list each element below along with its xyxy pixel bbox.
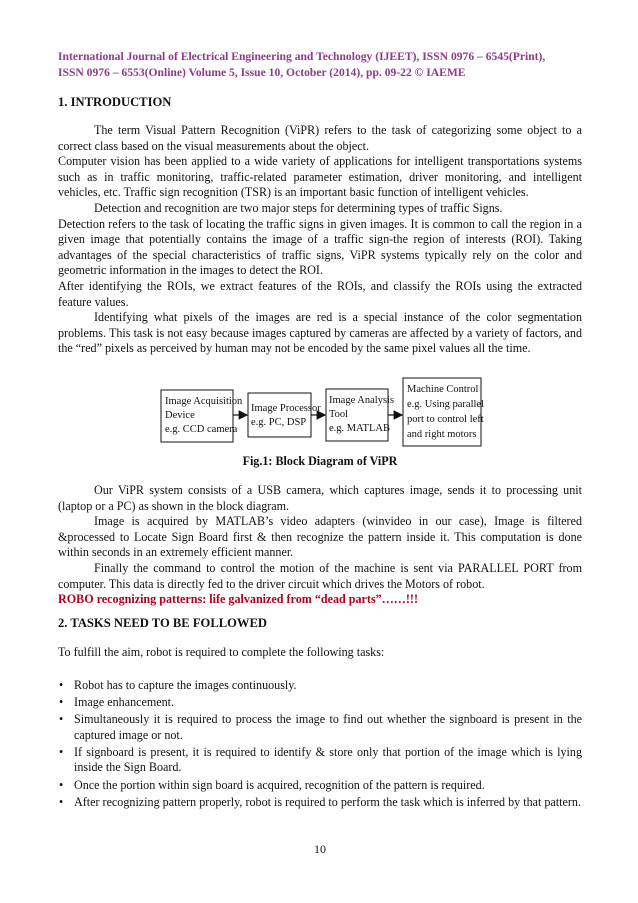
list-item: • Once the portion within sign board is acquired, recognition of the pattern is required. <box>59 777 485 792</box>
list-item: • Simultaneously it is required to process the image to find out whether the signboard is present in the captured image or not. <box>59 712 582 742</box>
section-1-title: 1. INTRODUCTION <box>58 95 172 109</box>
journal-header <box>58 49 582 81</box>
intro-paragraph-1: The term Visual Pattern Recognition (ViPR) refers to the task of categorizing some object to a correct class based on the visual measurements about the object. <box>58 123 582 153</box>
page-number: 10 <box>314 842 326 856</box>
robo-highlight-line: ROBO recognizing patterns: life galvanized from “dead parts”……!!! <box>58 592 418 607</box>
intro-paragraph-2: Computer vision has been applied to a wide variety of applications for intelligent transportations systems such as in traffic monitoring, traffic-related parameter estimation, driver monitoring, and intelligent vehicles, etc. Traffic sign recognition (TSR) is an important basic function of intelligent vehicles. <box>58 154 582 200</box>
block-4-line-1: Machine Control <box>407 384 479 395</box>
tasks-intro: To fulfill the aim, robot is required to complete the following tasks: <box>58 645 385 659</box>
bullet-icon: • <box>59 678 64 692</box>
bullet-icon: • <box>59 744 64 759</box>
intro-paragraph-6: Identifying what pixels of the images are red is a special instance of the color segmentation problems. This task is not easy because images captured by cameras are affected by a variety of factors, and the “red” pixels as perceived by human may not be encoded by the same pixel values all the time. <box>58 310 582 356</box>
list-item: • Robot has to capture the images continuously. <box>59 678 297 692</box>
intro-paragraph-5: After identifying the ROIs, we extract features of the ROIs, and classify the ROIs using the extracted feature values. <box>58 278 582 309</box>
block-1-line-3: e.g. CCD camera <box>165 424 238 435</box>
journal-header-line-1: International Journal of Electrical Engineering and Technology (IJEET), ISSN 0976 – 6545(Print), <box>58 50 546 63</box>
block-3-line-2: Tool <box>329 409 349 420</box>
block-1-line-2: Device <box>165 410 195 421</box>
section-2-title: 2. TASKS NEED TO BE FOLLOWED <box>58 616 268 630</box>
block-4-line-3: port to control left <box>407 414 484 425</box>
intro-paragraph-3: Detection and recognition are two major steps for determining types of traffic Signs. <box>94 200 503 215</box>
tasks-list <box>58 678 582 812</box>
system-paragraph-2: Image is acquired by MATLAB’s video adapters (winvideo in our case), Image is filtered &processed to Locate Sign Board first & then recognize the pattern inside it. This computation is done within seconds in an extremely efficient manner. <box>58 514 582 560</box>
block-3-line-1: Image Analysis <box>329 395 395 406</box>
block-2-line-2: e.g. PC, DSP <box>251 417 307 428</box>
system-description-text <box>58 483 582 608</box>
intro-paragraph-4: Detection refers to the task of locating the traffic signs in given images. It is common to call the region in a given image that potentially contains the image of a traffic sign-the region of interests (ROI). Taking advantages of the special characteristics of traffic signs, ViPR systems typically rely on the color and geometric information in the images to detect the ROI. <box>58 216 582 278</box>
bullet-icon: • <box>59 695 64 710</box>
bullet-icon: • <box>59 794 64 809</box>
bullet-icon: • <box>59 712 64 727</box>
block-4-line-2: e.g. Using parallel <box>407 399 484 410</box>
block-diagram <box>158 375 558 450</box>
list-item: • If signboard is present, it is required to identify & store only that portion of the image which is lying inside the Sign Board. <box>59 744 582 775</box>
bullet-icon: • <box>59 777 64 792</box>
system-paragraph-3: Finally the command to control the motion of the machine is sent via PARALLEL PORT from computer. This data is directly fed to the driver circuit which drives the Motors of robot. <box>58 560 582 591</box>
list-item: • Image enhancement. <box>59 695 175 710</box>
block-4-line-4: and right motors <box>407 429 477 440</box>
block-1-line-1: Image Acquisition <box>165 396 243 407</box>
figure-caption: Fig.1: Block Diagram of ViPR <box>242 454 398 468</box>
block-2-line-1: Image Processor <box>251 403 321 414</box>
system-paragraph-1: Our ViPR system consists of a USB camera, which captures image, sends it to processing unit (laptop or a PC) as shown in the block diagram. <box>58 483 582 513</box>
list-item: • After recognizing pattern properly, robot is required to perform the task which is inferred by that pattern. <box>59 794 581 809</box>
block-3-line-3: e.g. MATLAB <box>329 423 390 434</box>
block-image-processor <box>248 393 311 437</box>
introduction-text <box>58 123 582 357</box>
journal-header-line-2: ISSN 0976 – 6553(Online) Volume 5, Issue 10, October (2014), pp. 09-22 © IAEME <box>58 66 466 79</box>
